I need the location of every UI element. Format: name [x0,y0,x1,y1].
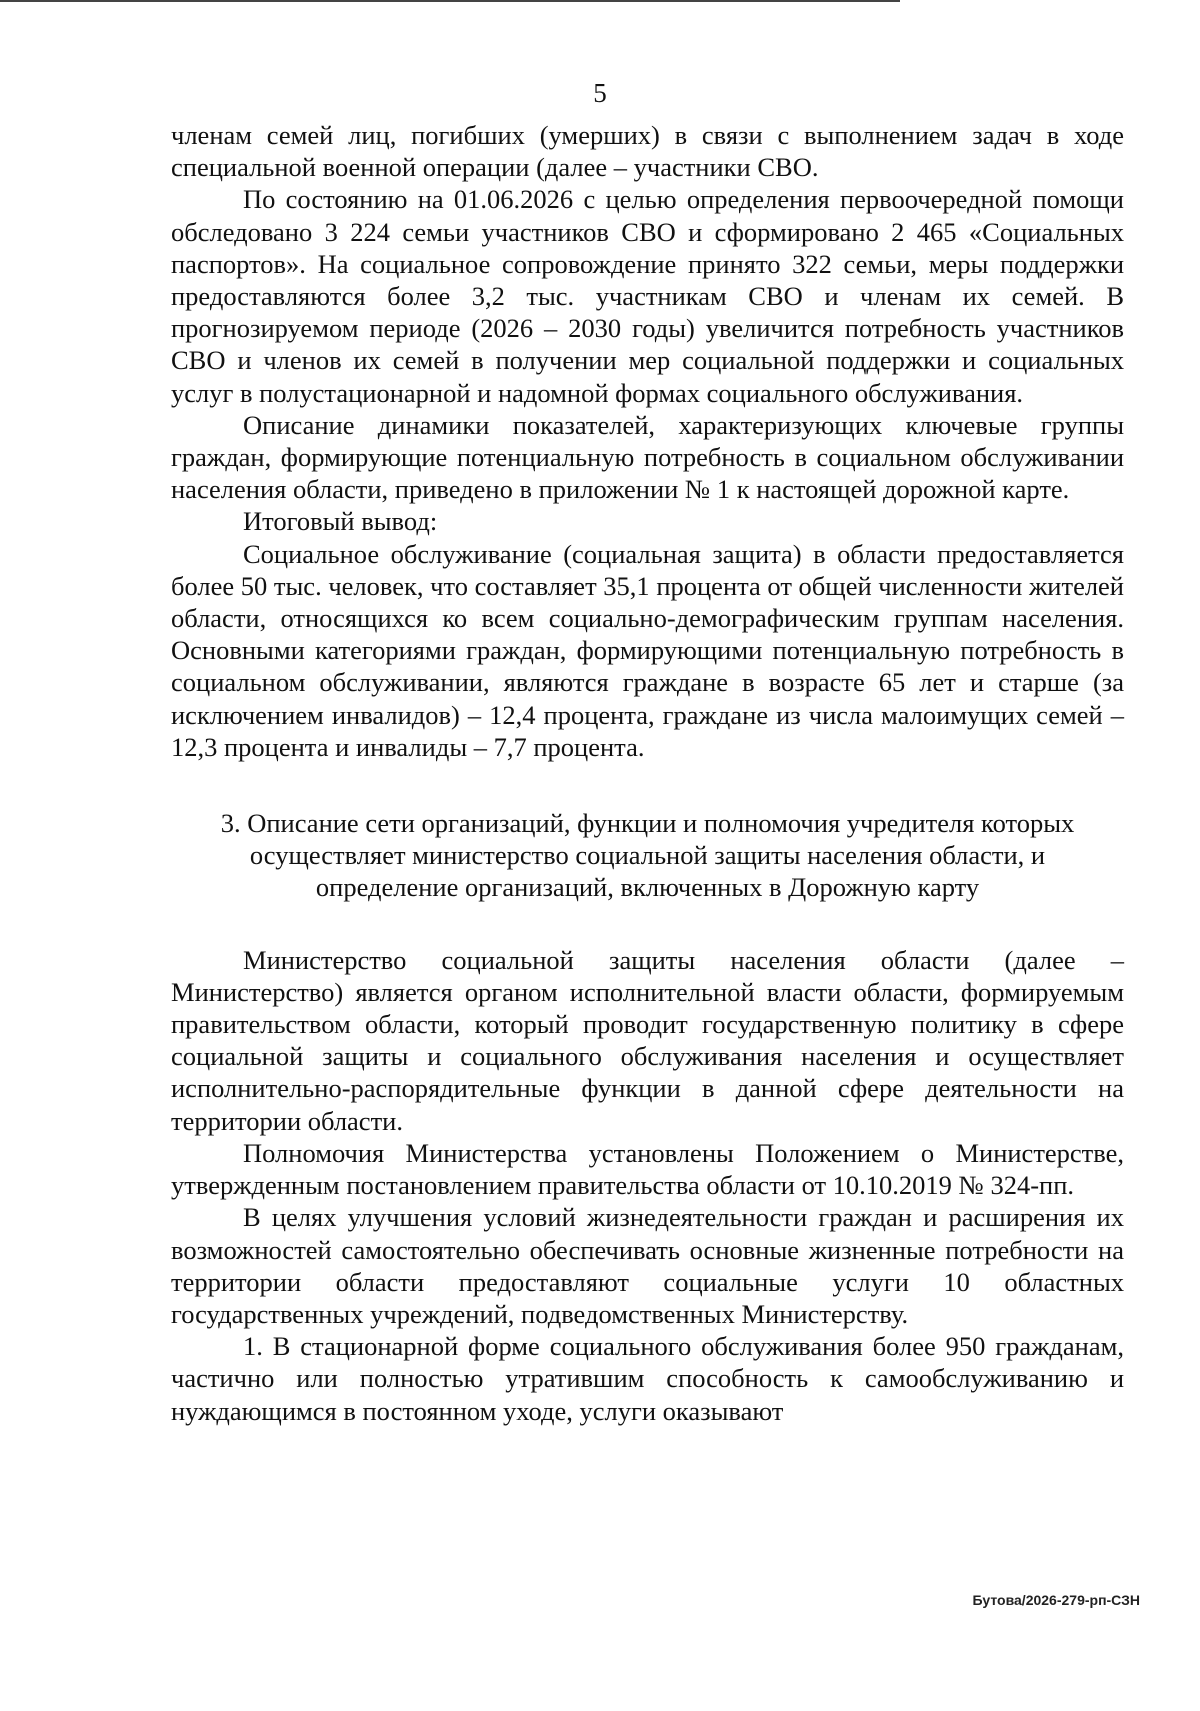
section-heading-line: 3. Описание сети организаций, функции и полномочия учредителя которых [220,808,1075,839]
paragraph: Описание динамики показателей, характеризующих ключевые группы граждан, формирующие потенциальную потребность в социальном обслуживании населения области, приведено в приложении № 1 к настоящей дорожной карте. [171,409,1124,505]
section-heading-line: осуществляет министерство социальной защиты населения области, и [249,840,1046,871]
paragraph: 1. В стационарной форме социального обслуживания более 950 гражданам, частично или полностью утратившим способность к самообслуживанию и нуждающимся в постоянном уходе, услуги оказывают [171,1331,1124,1426]
paragraph: Итоговый вывод: [243,506,438,537]
section-heading-line: определение организаций, включенных в Дорожную карту [315,872,980,903]
paragraph: членам семей лиц, погибших (умерших) в связи с выполнением задач в ходе специальной военной операции (далее – участники СВО. [171,120,1124,183]
paragraph: Министерство социальной защиты населения области (далее – Министерство) является органом исполнительной власти области, формируемым правительством области, который проводит государственную политику в сфере социальной защиты и социального обслуживания населения и осуществляет исполнительно-распорядительные функции в данной сфере деятельности на территории области. [171,944,1124,1136]
document-footer-code: Бутова/2026-279-рп-СЗН [972,1592,1140,1608]
top-scan-edge-line [0,0,900,2]
section-heading [171,807,1124,904]
document-body [171,119,1124,1427]
paragraph: Социальное обслуживание (социальная защита) в области предоставляется более 50 тыс. человек, что составляет 35,1 процента от общей численности жителей области, относящихся ко всем социально-демографическим группам населения. Основными категориями граждан, формирующими потенциальную потребность в социальном обслуживании, являются граждане в возрасте 65 лет и старше (за исключением инвалидов) – 12,4 процента, граждане из числа малоимущих семей – 12,3 процента и инвалиды – 7,7 процента. [171,538,1124,762]
page-number: 5 [593,78,607,108]
paragraph: По состоянию на 01.06.2026 с целью определения первоочередной помощи обследовано 3 224 семьи участников СВО и сформировано 2 465 «Социальных паспортов». На социальное сопровождение принято 322 семьи, меры поддержки предоставляются более 3,2 тыс. участникам СВО и членам их семей. В прогнозируемом периоде (2026 – 2030 годы) увеличится потребность участников СВО и членов их семей в получении мер социальной поддержки и социальных услуг в полустационарной и надомной формах социального обслуживания. [171,184,1124,408]
paragraph: В целях улучшения условий жизнедеятельности граждан и расширения их возможностей самостоятельно обеспечивать основные жизненные потребности на территории области предоставляют социальные услуги 10 областных государственных учреждений, подведомственных Министерству. [171,1202,1124,1329]
paragraph: Полномочия Министерства установлены Положением о Министерстве, утвержденным постановлением правительства области от 10.10.2019 № 324-пп. [171,1137,1124,1201]
